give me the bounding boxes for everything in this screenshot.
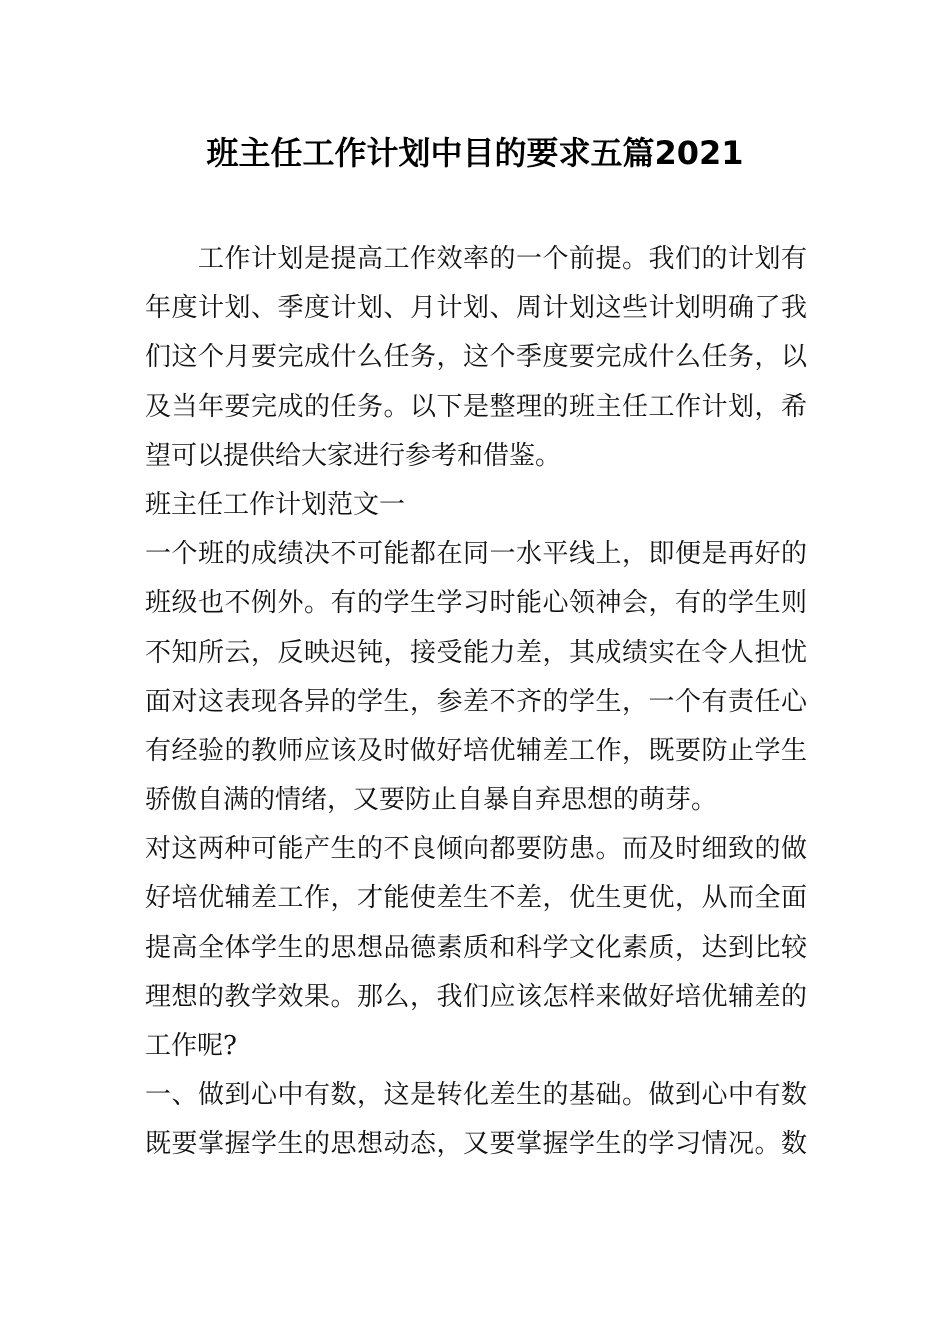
body-line: 对这两种可能产生的不良倾向都要防患。而及时细致的做 <box>145 834 807 865</box>
body-line: 年度计划、季度计划、月计划、周计划这些计划明确了我 <box>145 293 807 324</box>
body-line: 有经验的教师应该及时做好培优辅差工作，既要防止学生 <box>145 735 807 766</box>
body-line: 及当年要完成的任务。以下是整理的班主任工作计划，希 <box>145 391 807 422</box>
body-line: 工作呢? <box>145 1031 237 1061</box>
body-line: 工作计划是提高工作效率的一个前提。我们的计划有 <box>145 244 807 274</box>
body-line: 班级也不例外。有的学生学习时能心领神会，有的学生则 <box>145 588 807 619</box>
body-line: 一个班的成绩决不可能都在同一水平线上，即便是再好的 <box>145 539 807 570</box>
body-line: 既要掌握学生的思想动态，又要掌握学生的学习情况。数 <box>145 1129 807 1160</box>
body-line: 面对这表现各异的学生，参差不齐的学生，一个有责任心 <box>145 686 807 717</box>
body-line: 好培优辅差工作，才能使差生不差，优生更优，从而全面 <box>145 883 807 914</box>
body-line: 骄傲自满的情绪，又要防止自暴自弃思想的萌芽。 <box>145 785 718 816</box>
body-line: 不知所云，反映迟钝，接受能力差，其成绩实在令人担忧 <box>145 637 807 668</box>
document-body <box>145 235 807 1170</box>
body-line: 理想的教学效果。那么，我们应该怎样来做好培优辅差的 <box>145 981 807 1012</box>
document-title: 班主任工作计划中目的要求五篇2021 <box>206 134 744 172</box>
body-line: 们这个月要完成什么任务，这个季度要完成什么任务，以 <box>145 342 807 373</box>
body-line: 提高全体学生的思想品德素质和科学文化素质，达到比较 <box>145 932 807 963</box>
body-line: 一、做到心中有数，这是转化差生的基础。做到心中有数 <box>145 1080 807 1111</box>
body-line: 望可以提供给大家进行参考和借鉴。 <box>145 440 562 471</box>
section-heading: 班主任工作计划范文一 <box>145 489 406 520</box>
